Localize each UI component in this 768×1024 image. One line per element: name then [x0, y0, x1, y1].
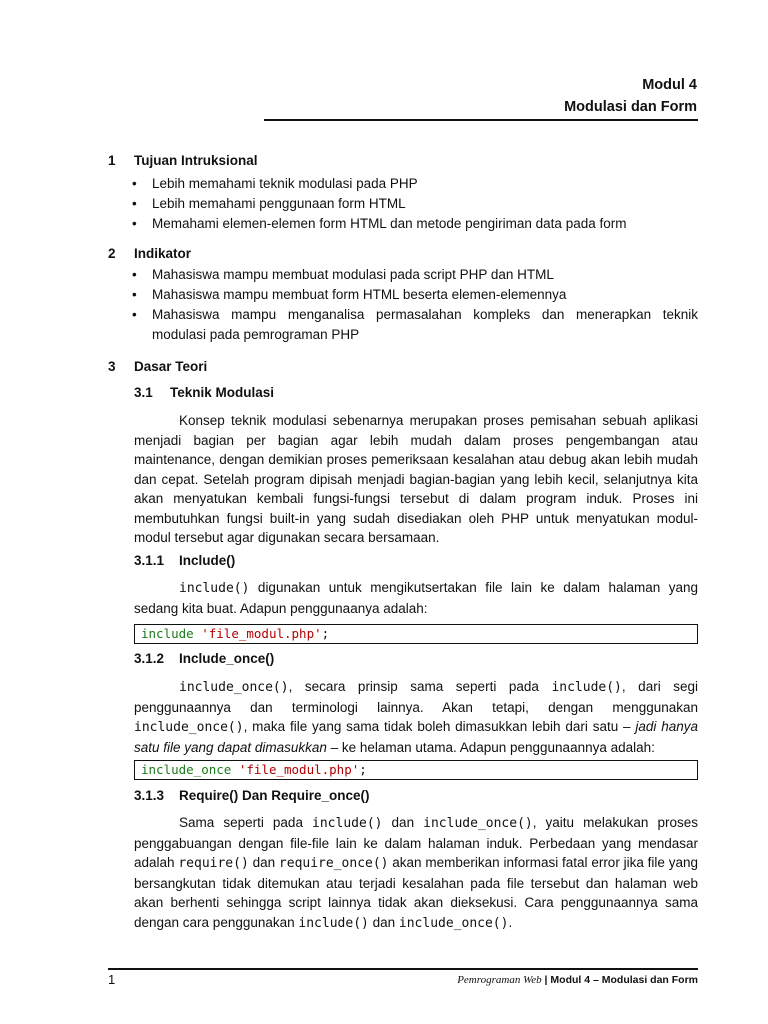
header-rule	[264, 119, 698, 121]
list-item: • Memahami elemen-elemen form HTML dan metode pengiriman data pada form	[132, 216, 627, 231]
paragraph-include: include() digunakan untuk mengikutsertakan file lain ke dalam halaman yang sedang kita buat. Adapun penggunaanya adalah:	[134, 580, 698, 616]
section-heading-3: 3 Dasar Teori	[108, 359, 208, 374]
subsection-heading-3-1-3: 3.1.3 Require() Dan Require_once()	[134, 788, 370, 803]
footer-title: Pemrograman Web | Modul 4 – Modulasi dan Form	[457, 974, 698, 986]
code-box-include-once: include_once 'file_modul.php';	[134, 760, 698, 780]
list-item: • Mahasiswa mampu menganalisa permasalahan kompleks dan menerapkan teknik modulasi pada pemrograman PHP	[132, 307, 698, 342]
module-header	[564, 74, 697, 118]
indicators-list	[130, 265, 698, 345]
paragraph-include-once: include_once(), secara prinsip sama seperti pada include(), dari segi penggunaannya dan terminologi lainnya. Akan tetapi, dengan menggunakan include_once(), maka file yang sama tidak boleh dimasukkan lebih dari satu – jadi hanya satu file yang dapat dimasukkan – ke helaman utama. Adapun penggunaannya adalah:	[134, 679, 699, 755]
module-number: Modul 4	[642, 77, 697, 93]
paragraph-require: Sama seperti pada include() dan include_once(), yaitu melakukan proses penggabuangan dengan file-file lain ke dalam halaman induk. Perbedaan yang mendasar adalah require() dan require_once() akan memberikan informasi fatal error jika file yang bersangkutan tidak ditemukan atau terjadi kesalahan pada file tersebut dan halaman web akan berhenti sehingga script lainnya tidak akan dieksekusi. Cara penggunaannya sama dengan cara penggunakan include() dan include_once().	[134, 815, 699, 931]
list-item: • Lebih memahami teknik modulasi pada PHP	[132, 176, 418, 191]
list-item: • Lebih memahami penggunaan form HTML	[132, 196, 406, 211]
subsection-heading-3-1-2: 3.1.2 Include_once()	[134, 651, 275, 666]
section-heading-2: 2 Indikator	[108, 246, 192, 261]
page-number: 1	[108, 972, 116, 987]
subsection-heading-3-1-1: 3.1.1 Include()	[134, 553, 236, 568]
section-heading-1: 1 Tujuan Intruksional	[108, 153, 258, 168]
footer-rule	[108, 968, 698, 970]
subsection-heading-3-1: 3.1 Teknik Modulasi	[134, 385, 275, 400]
objectives-list	[130, 174, 698, 234]
list-item: • Mahasiswa mampu membuat modulasi pada script PHP dan HTML	[132, 267, 554, 282]
code-box-include: include 'file_modul.php';	[134, 624, 698, 644]
list-item: • Mahasiswa mampu membuat form HTML beserta elemen-elemennya	[132, 287, 567, 302]
paragraph-teknik-modulasi: Konsep teknik modulasi sebenarnya merupakan proses pemisahan sebuah aplikasi menjadi bagian per bagian agar lebih mudah dalam proses pengembangan atau maintenance, dengan demikian proses pemeriksaan kesalahan atau debug akan lebih mudah dan cepat. Setelah program dipisah menjadi bagian-bagian yang lebih kecil, selanjutnya kita akan menyatukan kembali fungsi-fungsi tersebut di dalam program induk. Proses ini membutuhkan fungsi built-in yang sudah disediakan oleh PHP untuk menyatukan modul-modul tersebut agar digunakan secara bersamaan.	[134, 413, 698, 545]
module-title: Modulasi dan Form	[564, 99, 697, 115]
